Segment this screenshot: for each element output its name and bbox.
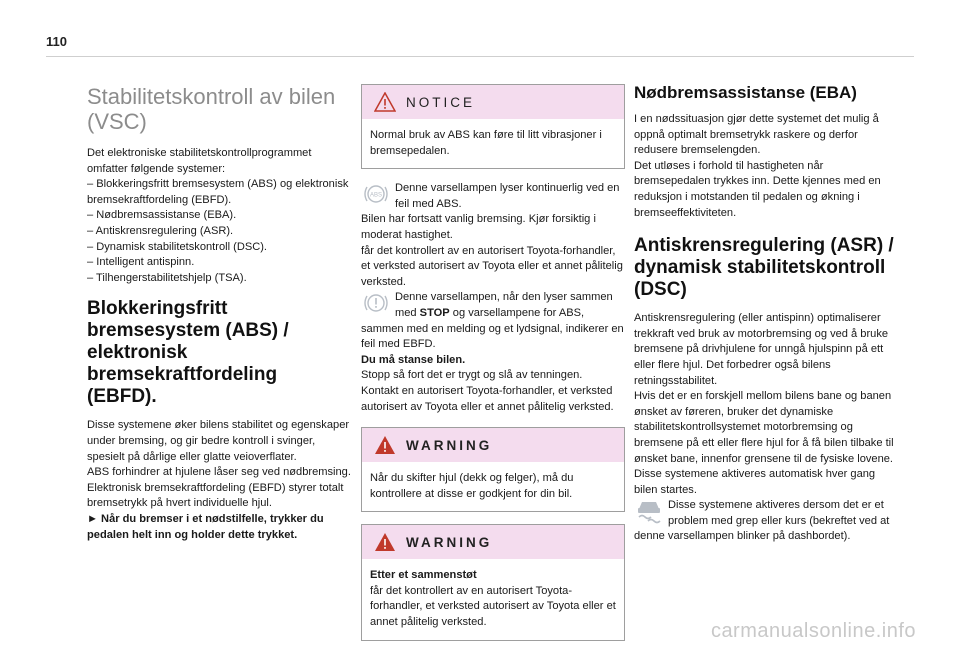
page-number: 110 [46, 34, 67, 49]
warning-header [362, 428, 624, 462]
vsc-list-item: – Antiskrensregulering (ASR). [87, 224, 234, 237]
column-right [634, 78, 896, 545]
abs-paragraph: Disse systemene øker bilens stabilitet og egenskaper under bremsing, og gir bedre kontroll i svinger, spesielt på dårlige eller glatte veioverflater. [87, 419, 350, 463]
asr-paragraph: Antiskrensregulering (eller antispinn) optimaliserer trekkraft ved bruk av motorbremsing og ved å bruke bremsene på drivhjulene for unngå hjulspinn på ett eller flere hjul. Det forbedrer også bilens retningsstabilitet. [634, 312, 889, 387]
abs-fault-paragraph: får det kontrollert av en autorisert Toyota-forhandler, et verksted autorisert av Toyota eller et annet pålitelig verksted. [361, 244, 623, 288]
section-heading-eba: Nødbremsassistanse (EBA) [634, 83, 857, 102]
warning-box-wheels [361, 427, 625, 512]
warning-text: får det kontrollert av en autorisert Toyota-forhandler, et verksted autorisert av Toyota eller et annet pålitelig verksted. [370, 584, 616, 629]
brake-lamp-block [361, 290, 625, 352]
notice-box [361, 84, 625, 169]
eba-paragraph: I en nødssituasjon gjør dette systemet det mulig å oppnå optimalt bremsetrykk raskere og derfor redusere bremselengden. [634, 113, 879, 157]
vsc-list-item: – Nødbremsassistanse (EBA). [87, 209, 237, 222]
vsc-list-item: – Intelligent antispinn. [87, 256, 195, 269]
warning-header [362, 525, 624, 559]
section-heading-asr: Antiskrensregulering (ASR) / dynamisk stabilitetskontroll (DSC) [634, 235, 894, 301]
section-heading-abs: Blokkeringsfritt bremsesystem (ABS) / elektronisk bremsekraftfordeling (EBFD). [87, 298, 289, 408]
stop-paragraph: Stopp så fort det er trygt og slå av tenningen. [361, 369, 583, 382]
abs-paragraph: Elektronisk bremsekraftfordeling (EBFD) styrer totalt bremsetrykk på hvert individuelle hjul. [87, 481, 344, 510]
vsc-intro: Det elektroniske stabilitetskontrollprogrammet omfatter følgende systemer: [87, 147, 312, 175]
skid-car-lamp-icon [634, 498, 664, 524]
notice-text: Normal bruk av ABS kan føre til litt vibrasjoner i bremsepedalen. [370, 129, 602, 157]
abs-lamp-text: Denne varsellampen lyser kontinuerlig ved en feil med ABS. [395, 182, 620, 210]
asr-paragraph: Disse systemene aktiveres automatisk hver gang bilen startes. [634, 468, 876, 496]
abs-paragraph: ABS forhindrer at hjulene låser seg ved nødbremsing. [87, 466, 351, 479]
vsc-list-item: – Blokkeringsfritt bremsesystem (ABS) og elektronisk bremsekraftfordeling (EBFD). [87, 178, 349, 206]
must-stop-text: Du må stanse bilen. [361, 353, 466, 366]
warning-title: WARNING [406, 437, 493, 453]
abs-warning-lamp-icon [361, 181, 391, 207]
warning-bold-text: Etter et sammenstøt [370, 569, 477, 582]
brake-lamp-text-cont: og varsellampene for ABS, sammen med en melding og et lydsignal, indikerer en feil med EBFD. [361, 306, 624, 351]
warning-title: WARNING [406, 534, 493, 550]
contact-paragraph: Kontakt en autorisert Toyota-forhandler, et verksted autorisert av Toyota eller et annet pålitelig verksted. [361, 384, 614, 413]
vsc-list-item: – Tilhengerstabilitetshjelp (TSA). [87, 271, 247, 284]
warning-box-collision [361, 524, 625, 640]
skid-lamp-block [634, 498, 896, 545]
footer-watermark: carmanualsonline.info [710, 620, 916, 642]
eba-paragraph: Det utløses i forhold til hastigheten når bremsepedalen trykkes inn. Dette kjennes med en reduksjon i motstanden til pedalen og økning i bremseeffektiviteten. [634, 159, 881, 219]
warning-triangle-icon [374, 435, 396, 455]
brake-lamp-text: Denne varsellampen, når den lyser sammen med [395, 291, 613, 319]
notice-title: NOTICE [406, 94, 476, 110]
abs-fault-paragraph: Bilen har fortsatt vanlig bremsing. Kjør forsiktig i moderat hastighet. [361, 213, 596, 241]
notice-header [362, 85, 624, 119]
vsc-list-item: – Dynamisk stabilitetskontroll (DSC). [87, 240, 268, 253]
stop-label: STOP [419, 306, 450, 319]
header-divider [46, 56, 914, 57]
section-title-vsc: Stabilitetskontroll av bilen (VSC) [87, 84, 336, 134]
column-middle [361, 78, 625, 653]
abs-lamp-block [361, 181, 625, 212]
asr-paragraph: Hvis det er en forskjell mellom bilens bane og banen ønsket av føreren, bruker det dynamiske stabilitetskontrollsystemet motorbremsing og bremsene på ett eller flere hjul for å få bilen tilbake til ønsket bane, innenfor grensene til de fysiske lovene. [634, 390, 894, 465]
warning-triangle-icon [374, 532, 396, 552]
warning-text: Når du skifter hjul (dekk og felger), må du kontrollere at disse er godkjent for din bil. [370, 472, 574, 500]
warning-triangle-icon [374, 92, 396, 112]
abs-instruction: ► Når du bremser i et nødstilfelle, trykker du pedalen helt inn og holder dette trykket. [87, 512, 324, 541]
svg-text:ABS: ABS [369, 192, 383, 199]
skid-lamp-text: Disse systemene aktiveres dersom det er et problem med grep eller kurs (bekreftet ved at denne varsellampen blinker på dashbordet). [634, 499, 890, 543]
column-left [87, 78, 351, 543]
brake-warning-lamp-icon [361, 290, 391, 316]
